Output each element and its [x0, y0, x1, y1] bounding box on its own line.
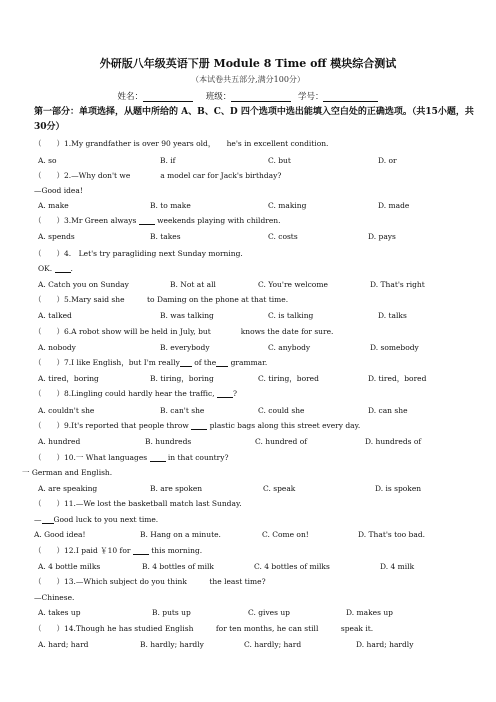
- option-c[interactable]: C. making: [268, 201, 307, 210]
- option-d[interactable]: D. tired，bored: [368, 374, 427, 383]
- option-c[interactable]: C. hardly; hard: [244, 640, 302, 649]
- option-b[interactable]: B. everybody: [160, 343, 210, 352]
- question-stem: （ ）4. Let's try paragliding next Sunday morning.: [34, 249, 243, 258]
- option-b[interactable]: B. was talking: [160, 311, 214, 320]
- question-stem: （ ）12.I paid ￥10 for this morning.: [34, 546, 203, 555]
- option-b[interactable]: B. 4 bottles of milk: [142, 562, 214, 571]
- answer-blank[interactable]: [191, 422, 207, 430]
- option-c[interactable]: C. anybody: [268, 343, 311, 352]
- id-field[interactable]: [323, 92, 378, 102]
- answer-blank[interactable]: [217, 390, 233, 398]
- option-a[interactable]: A. couldn't she: [38, 406, 95, 415]
- option-a[interactable]: A. hundred: [38, 437, 81, 446]
- option-c[interactable]: C. 4 bottles of milks: [254, 562, 330, 571]
- option-a[interactable]: A. so: [38, 156, 57, 165]
- option-a[interactable]: A. tired，boring: [38, 374, 99, 383]
- answer-blank[interactable]: [133, 547, 149, 555]
- question-stem: （ ）10.一 What languages in that country?: [34, 453, 229, 462]
- question-stem: （ ）7.I like English，but I'm really of the grammar.: [34, 358, 268, 367]
- page-subtitle: （本试卷共五部分,满分100分）: [191, 75, 305, 84]
- question-stem: （ ）11.—We lost the basketball match last Sunday.: [34, 499, 242, 508]
- answer-blank[interactable]: [150, 454, 166, 462]
- question-reply: —Good idea!: [34, 186, 83, 195]
- option-d[interactable]: D. That's right: [370, 280, 425, 289]
- option-a[interactable]: A. takes up: [38, 608, 81, 617]
- option-c[interactable]: C. speak: [263, 484, 296, 493]
- question-reply: —Chinese.: [34, 593, 75, 602]
- question-stem: （ ）5.Mary said she to Daming on the phone at that time.: [34, 295, 289, 304]
- option-c[interactable]: C. but: [268, 156, 291, 165]
- name-field[interactable]: [143, 92, 193, 102]
- option-a[interactable]: A. make: [38, 201, 69, 210]
- option-d[interactable]: D. somebody: [370, 343, 419, 352]
- question-stem: （ ）2.—Why don't we a model car for Jack's birthday?: [34, 171, 282, 180]
- option-d[interactable]: D. is spoken: [375, 484, 422, 493]
- option-c[interactable]: C. gives up: [248, 608, 290, 617]
- question-stem: （ ）1.My grandfather is over 90 years old， he's in excellent condition.: [34, 139, 329, 148]
- question-reply: 一 German and English.: [22, 468, 113, 477]
- option-b[interactable]: B. hardly; hardly: [140, 640, 204, 649]
- option-a[interactable]: A. 4 bottle milks: [38, 562, 101, 571]
- answer-blank[interactable]: [216, 359, 228, 367]
- option-c[interactable]: C. tiring，bored: [258, 374, 319, 383]
- option-b[interactable]: B. to make: [150, 201, 191, 210]
- class-field[interactable]: [231, 92, 291, 102]
- class-label: 班级：: [205, 92, 232, 102]
- option-a[interactable]: A. nobody: [38, 343, 76, 352]
- option-a[interactable]: A. Good idea!: [34, 530, 86, 539]
- option-d[interactable]: D. talks: [378, 311, 407, 320]
- page-title: 外研版八年级英语下册 Module 8 Time off 模块综合测试: [99, 57, 397, 70]
- section-heading: 第一部分：单项选择，从题中所给的 A、B、C、D 四个选项中选出能填入空白处的正确选项。（共15小题，共30分）: [34, 107, 474, 132]
- option-b[interactable]: B. puts up: [152, 608, 191, 617]
- option-a[interactable]: A. hard; hard: [38, 640, 89, 649]
- option-c[interactable]: C. is talking: [268, 311, 314, 320]
- option-c[interactable]: C. Come on!: [262, 530, 309, 539]
- student-info: [0, 90, 496, 102]
- question-stem: （ ）13.—Which subject do you think the least time?: [34, 577, 266, 586]
- option-b[interactable]: B. takes: [150, 232, 181, 241]
- option-b[interactable]: B. tiring，boring: [150, 374, 214, 383]
- option-a[interactable]: A. are speaking: [38, 484, 98, 493]
- option-b[interactable]: B. Not at all: [170, 280, 216, 289]
- option-d[interactable]: D. makes up: [346, 608, 393, 617]
- option-a[interactable]: A. talked: [38, 311, 72, 320]
- option-d[interactable]: D. hundreds of: [365, 437, 422, 446]
- option-d[interactable]: D. 4 milk: [380, 562, 415, 571]
- id-label: 学号：: [297, 92, 324, 102]
- name-label: 姓名：: [117, 92, 144, 102]
- option-d[interactable]: D. hard; hardly: [356, 640, 414, 649]
- answer-blank[interactable]: [180, 359, 192, 367]
- answer-blank[interactable]: [139, 217, 155, 225]
- option-c[interactable]: C. You're welcome: [258, 280, 328, 289]
- option-d[interactable]: D. made: [378, 201, 410, 210]
- option-b[interactable]: B. can't she: [160, 406, 205, 415]
- option-b[interactable]: B. if: [160, 156, 176, 165]
- question-reply: — Good luck to you next time.: [34, 515, 159, 524]
- option-b[interactable]: B. hundreds: [145, 437, 192, 446]
- option-a[interactable]: A. spends: [38, 232, 75, 241]
- option-c[interactable]: C. hundred of: [255, 437, 308, 446]
- option-d[interactable]: D. That's too bad.: [358, 530, 426, 539]
- option-c[interactable]: C. could she: [258, 406, 305, 415]
- option-d[interactable]: D. or: [378, 156, 397, 165]
- question-stem: （ ）6.A robot show will be held in July, but knows the date for sure.: [34, 327, 334, 336]
- answer-blank[interactable]: [55, 265, 71, 273]
- question-stem: （ ）14.Though he has studied English for ten months, he can still speak it.: [34, 624, 374, 633]
- option-d[interactable]: D. pays: [368, 232, 396, 241]
- option-d[interactable]: D. can she: [368, 406, 408, 415]
- question-stem: （ ）9.It's reported that people throw plastic bags along this street every day.: [34, 421, 361, 430]
- answer-blank[interactable]: [42, 516, 54, 524]
- option-a[interactable]: A. Catch you on Sunday: [38, 280, 129, 289]
- option-b[interactable]: B. Hang on a minute.: [140, 530, 221, 539]
- question-stem: （ ）3.Mr Green always weekends playing with children.: [34, 216, 281, 225]
- question-reply: OK. .: [38, 264, 73, 273]
- question-stem: （ ）8.Lingling could hardly hear the traffic, ?: [34, 389, 237, 398]
- option-b[interactable]: B. are spoken: [150, 484, 203, 493]
- option-c[interactable]: C. costs: [268, 232, 298, 241]
